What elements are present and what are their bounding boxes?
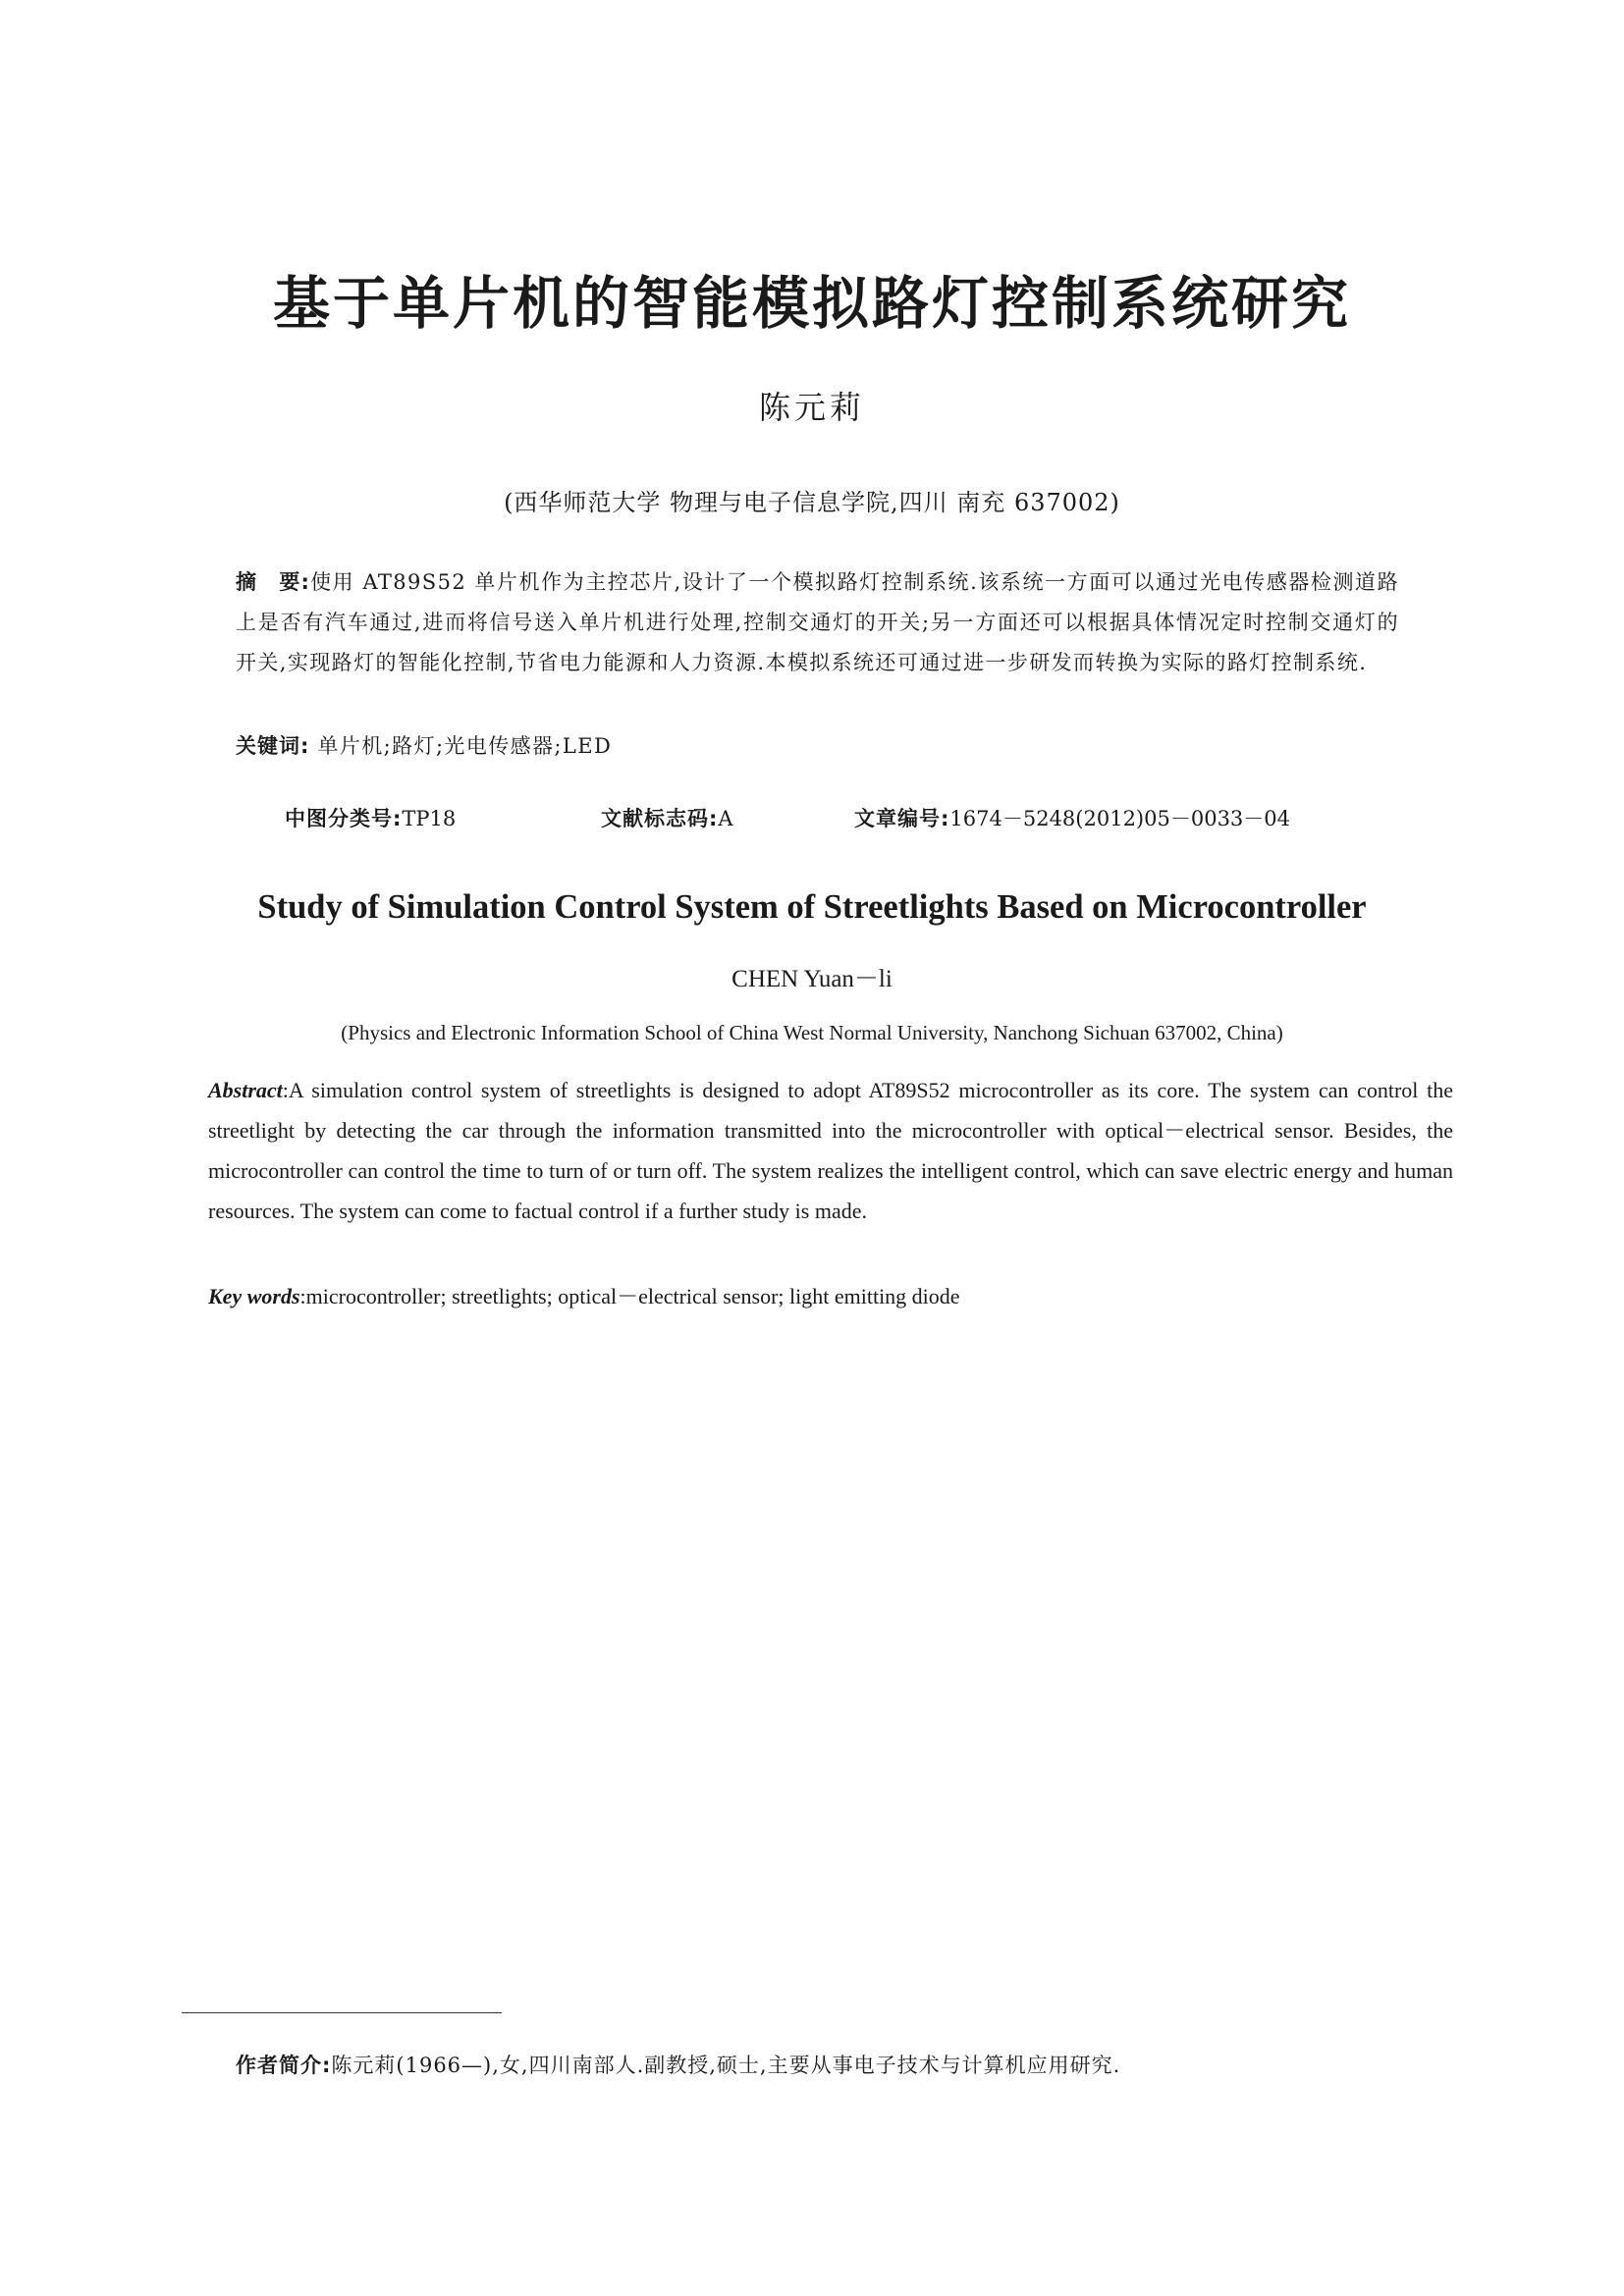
abstract-cn-label: 摘 要:	[236, 570, 310, 594]
paper-title-en: Study of Simulation Control System of Streetlights Based on Microcontroller	[257, 888, 1367, 926]
abstract-en	[208, 1070, 1453, 1231]
keywords-en-label: Key words	[208, 1284, 300, 1308]
keywords-en-text: microcontroller; streetlights; optical－electrical sensor; light emitting diode	[305, 1284, 960, 1308]
abstract-cn	[236, 562, 1399, 683]
clc-value: TP18	[402, 807, 457, 830]
clc-number	[285, 803, 456, 832]
footnote-divider	[182, 2012, 502, 2013]
document-code	[601, 803, 733, 832]
keywords-cn-label: 关键词:	[236, 734, 310, 758]
keywords-cn-text: 单片机;路灯;光电传感器;LED	[309, 734, 613, 758]
author-name-cn: 陈元莉	[758, 389, 865, 426]
keywords-en	[208, 1276, 1453, 1316]
author-footnote	[236, 2050, 1120, 2079]
footnote-label: 作者简介:	[236, 2054, 332, 2077]
affiliation-cn: (西华师范大学 物理与电子信息学院,四川 南充 637002)	[504, 489, 1120, 516]
author-name-en: CHEN Yuan－li	[731, 966, 893, 992]
paper-title-cn: 基于单片机的智能模拟路灯控制系统研究	[272, 270, 1351, 337]
document-code-value: A	[718, 807, 733, 830]
document-code-label: 文献标志码:	[601, 807, 719, 830]
abstract-en-separator: :	[282, 1078, 289, 1102]
keywords-en-separator: :	[299, 1284, 306, 1308]
abstract-en-text: A simulation control system of streetlights is designed to adopt AT89S52 microcontroller as its core. The system can control the streetlight by detecting the car through the information transmitted into the microcontroller with optical－electrical sensor. Besides, the microcontroller can control the time to turn of or turn off. The system realizes the intelligent control, which can save electric energy and human resources. The system can come to factual control if a further study is made.	[208, 1078, 1453, 1223]
clc-label: 中图分类号:	[285, 807, 403, 830]
article-number-value: 1674－5248(2012)05－0033－04	[949, 807, 1291, 830]
affiliation-en: (Physics and Electronic Information School of China West Normal University, Nanchong Sichuan 637002, China)	[341, 1021, 1283, 1044]
keywords-cn	[236, 726, 1399, 767]
abstract-en-label: Abstract	[208, 1078, 283, 1102]
article-number	[854, 803, 1290, 832]
abstract-cn-text: 使用 AT89S52 单片机作为主控芯片,设计了一个模拟路灯控制系统.该系统一方面可以通过光电传感器检测道路上是否有汽车通过,进而将信号送入单片机进行处理,控制交通灯的开关;另一方面还可以根据具体情况定时控制交通灯的开关,实现路灯的智能化控制,节省电力能源和人力资源.本模拟系统还可通过进一步研发而转换为实际的路灯控制系统.	[236, 570, 1399, 674]
footnote-text: 陈元莉(1966—),女,四川南部人.副教授,硕士,主要从事电子技术与计算机应用研究.	[331, 2054, 1121, 2077]
article-number-label: 文章编号:	[854, 807, 950, 830]
